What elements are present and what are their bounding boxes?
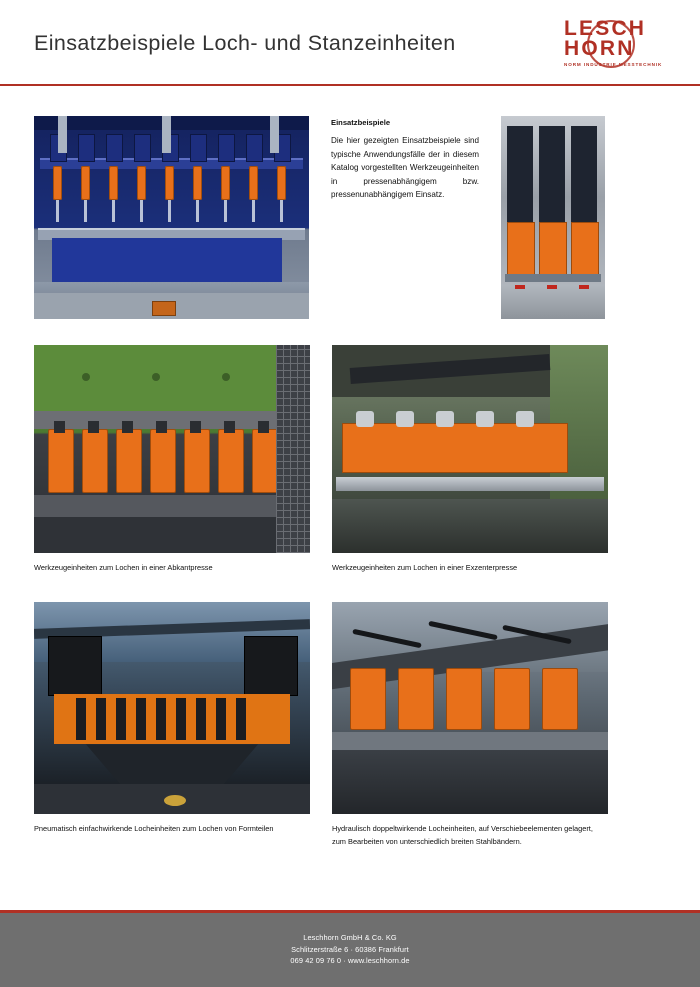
figure-caption: Hydraulisch doppeltwirkende Locheinheiten, auf Verschiebeelementen gelagert, zum Bearbeiten von unterschiedlich breiten Stahlbändern. xyxy=(332,824,593,846)
content-row-3 xyxy=(34,602,666,848)
photo-artwork xyxy=(34,345,310,553)
intro-heading: Einsatzbeispiele xyxy=(331,118,391,127)
figure-caption: Werkzeugeinheiten zum Lochen in einer Abkantpresse xyxy=(34,563,213,572)
figure-2 xyxy=(332,345,608,574)
photo-pneumatic-punch-units xyxy=(34,602,310,814)
page-footer xyxy=(0,913,700,987)
figure-caption: Pneumatisch einfachwirkende Locheinheiten zum Lochen von Formteilen xyxy=(34,824,274,834)
photo-artwork xyxy=(34,602,310,814)
logo-subline: NORM INDUSTRIE MESSTECHNIK xyxy=(564,62,663,67)
header-divider xyxy=(0,84,700,86)
page-title: Einsatzbeispiele Loch- und Stanzeinheiten xyxy=(34,30,456,55)
photo-artwork xyxy=(332,345,608,553)
logo-ring-icon xyxy=(587,20,635,68)
figure-caption: Werkzeugeinheiten zum Lochen in einer Exzenterpresse xyxy=(332,563,518,572)
photo-artwork xyxy=(332,602,608,814)
footer-address: Schlitzerstraße 6 · 60386 Frankfurt xyxy=(291,944,409,954)
intro-text-column xyxy=(331,116,479,202)
page-header xyxy=(0,0,700,86)
company-logo xyxy=(564,15,666,71)
content-row-1 xyxy=(34,116,666,319)
figure-3 xyxy=(34,602,310,848)
photo-hydraulic-punch-units xyxy=(332,602,608,814)
figure-1 xyxy=(34,345,310,574)
photo-press-brake-punching-units xyxy=(34,345,310,553)
content-row-2 xyxy=(34,345,666,574)
photo-punching-line-overview xyxy=(34,116,309,319)
logo-line-2: HORN xyxy=(564,37,635,60)
photo-eccentric-press-punching-units xyxy=(332,345,608,553)
figure-4 xyxy=(332,602,608,848)
photo-artwork xyxy=(501,116,605,319)
footer-company: Leschhorn GmbH & Co. KG xyxy=(303,933,397,943)
photo-artwork xyxy=(34,116,309,319)
logo-line-1: LESCH xyxy=(564,17,647,40)
photo-punching-units-detail xyxy=(501,116,605,319)
intro-body: Die hier gezeigten Einsatzbeispiele sind typische Anwendungsfälle der in diesem Katalog vorgestellten Werkzeugeinheiten in pressenabhängigem bzw. pressenunabhängigem Einsatz. xyxy=(331,136,479,200)
page-content xyxy=(0,116,700,848)
footer-contact: 069 42 09 76 0 · www.leschhorn.de xyxy=(290,956,410,966)
